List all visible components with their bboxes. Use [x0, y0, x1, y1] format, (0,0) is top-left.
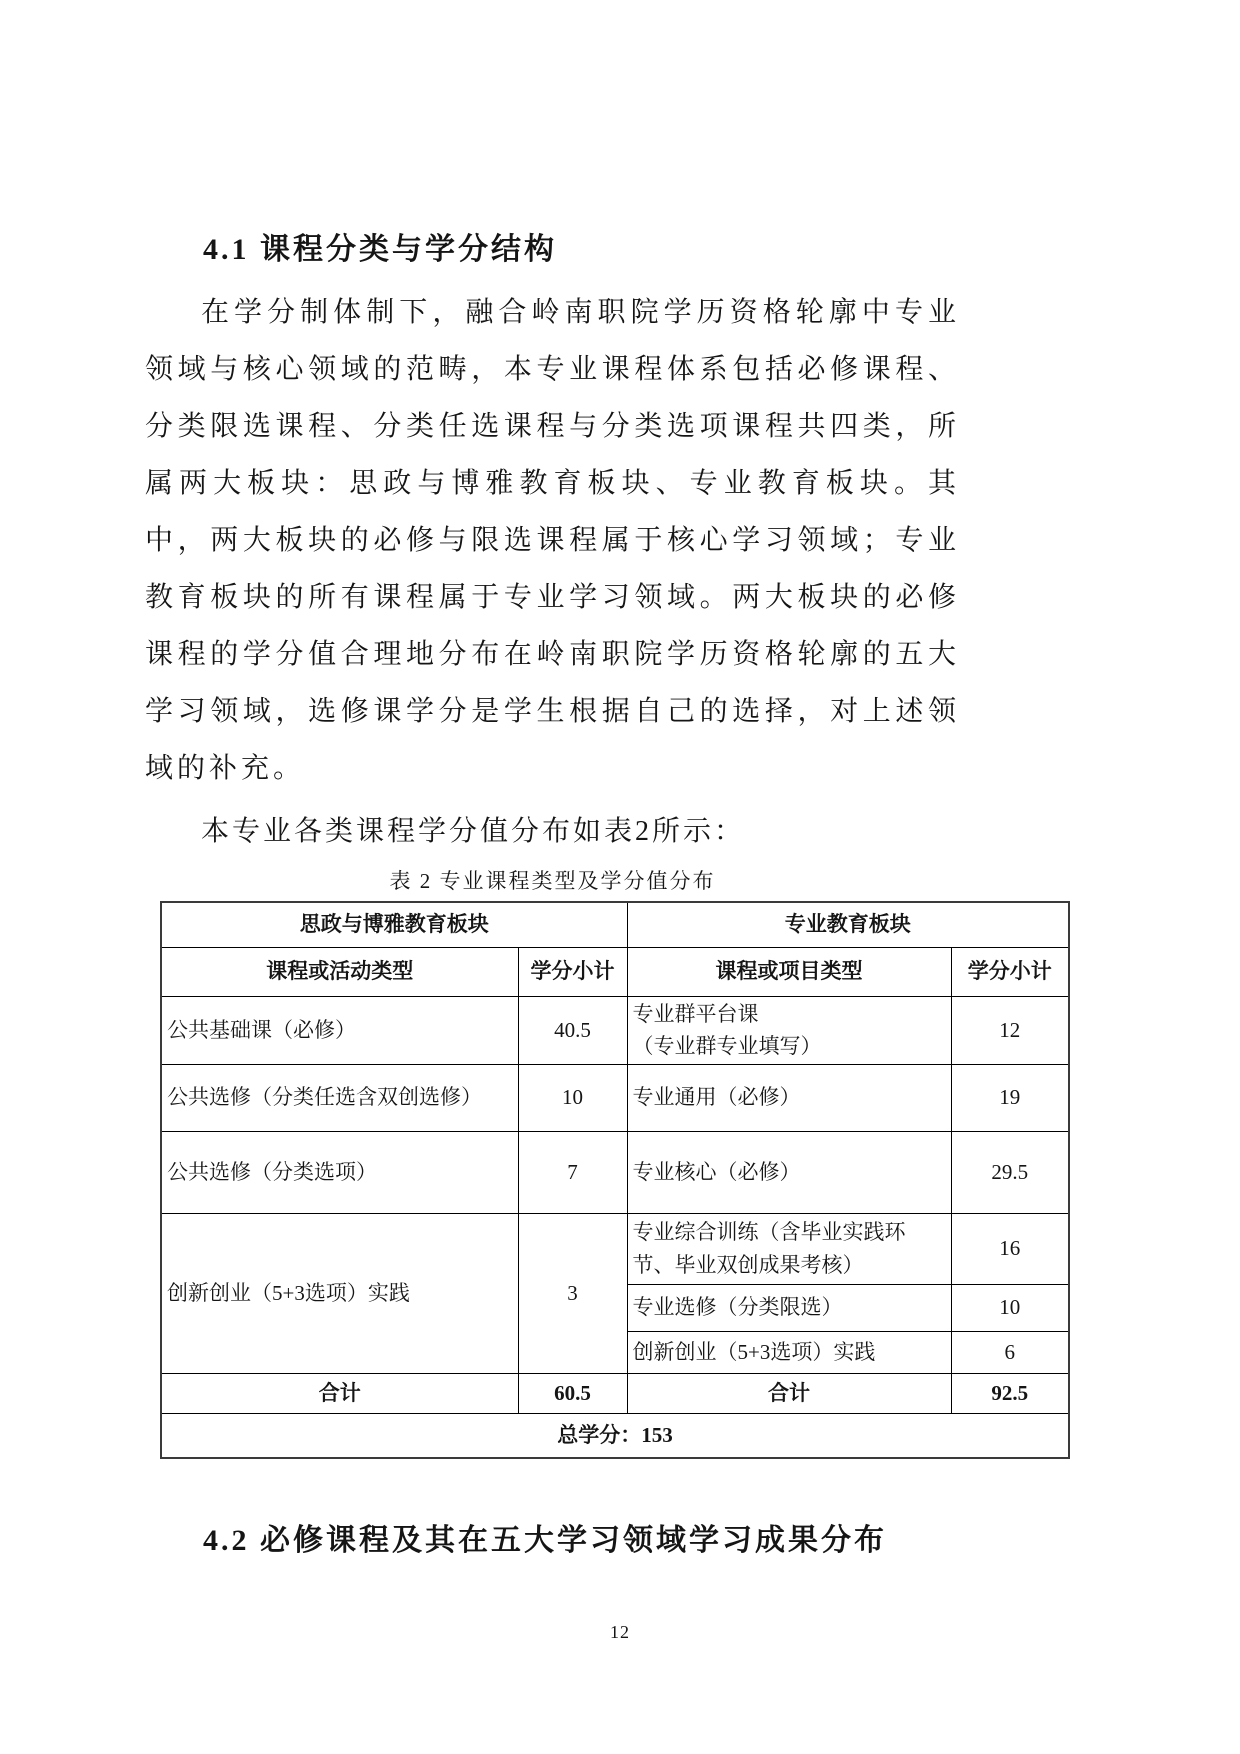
header-credit-subtotal-right: 学分小计: [951, 947, 1069, 996]
total-row: [161, 1373, 1069, 1413]
credit-distribution-table: [160, 901, 1070, 1459]
row2-left-label: 公共选修（分类任选含双创选修）: [161, 1064, 518, 1131]
header-credit-subtotal-left: 学分小计: [518, 947, 627, 996]
row4-sub3-credits: 6: [951, 1331, 1069, 1373]
row4-sub1-credits: 16: [951, 1213, 1069, 1284]
header-course-activity-type: 课程或活动类型: [161, 947, 518, 996]
header-right-block: 专业教育板块: [627, 902, 1069, 947]
page-number: 12: [610, 1622, 630, 1642]
table-row: [161, 1064, 1069, 1131]
row3-left-label: 公共选修（分类选项）: [161, 1131, 518, 1213]
header-left-block: 思政与博雅教育板块: [161, 902, 627, 947]
row3-right-label: 专业核心（必修）: [627, 1131, 951, 1213]
section-heading-4-2: 4.2 必修课程及其在五大学习领域学习成果分布: [203, 1524, 887, 1558]
table-intro-text: 本专业各类课程学分值分布如表2所示：: [201, 816, 746, 847]
row1-right-credits: 12: [951, 996, 1069, 1064]
document-body: [145, 0, 1052, 1563]
row1-left-credits: 40.5: [518, 996, 627, 1064]
grand-total-row: [161, 1413, 1069, 1458]
row1-left-label: 公共基础课（必修）: [161, 996, 518, 1064]
row3-left-credits: 7: [518, 1131, 627, 1213]
total-left-credits: 60.5: [518, 1373, 627, 1413]
row3-right-credits: 29.5: [951, 1131, 1069, 1213]
row1-right-label: [627, 996, 951, 1064]
table-caption: 表 2 专业课程类型及学分值分布: [389, 869, 716, 893]
row2-right-credits: 19: [951, 1064, 1069, 1131]
total-left-label: 合计: [161, 1373, 518, 1413]
row4-sub1-label: 专业综合训练（含毕业实践环节、毕业双创成果考核）: [627, 1213, 951, 1284]
row4-sub2-label: 专业选修（分类限选）: [627, 1284, 951, 1331]
row4-sub3-label: 创新创业（5+3选项）实践: [627, 1331, 951, 1373]
table-row: [161, 996, 1069, 1064]
row1-right-label-line1: 专业群平台课: [632, 1001, 759, 1026]
section-heading-4-1: 4.1 课程分类与学分结构: [203, 233, 557, 266]
table-row: [161, 1131, 1069, 1213]
grand-total-cell: 总学分：153: [161, 1413, 1069, 1458]
row1-right-label-line2: （专业群专业填写）: [632, 1034, 822, 1059]
table-row: [161, 1213, 1069, 1284]
row2-left-credits: 10: [518, 1064, 627, 1131]
row4-sub2-credits: 10: [951, 1284, 1069, 1331]
total-right-label: 合计: [627, 1373, 951, 1413]
header-course-project-type: 课程或项目类型: [627, 947, 951, 996]
row4-left-credits: 3: [518, 1213, 627, 1373]
section-4-1-paragraph: 在学分制体制下，融合岭南职院学历资格轮廓中专业领域与核心领域的范畴，本专业课程体系包括必修课程、分类限选课程、分类任选课程与分类选项课程共四类，所属两大板块：思政与博雅教育板块、专业教育板块。其中，两大板块的必修与限选课程属于核心学习领域；专业教育板块的所有课程属于专业学习领域。两大板块的必修课程的学分值合理地分布在岭南职院学历资格轮廓的五大学习领域，选修课学分是学生根据自己的选择，对上述领域的补充。: [145, 297, 960, 784]
row2-right-label: 专业通用（必修）: [627, 1064, 951, 1131]
total-right-credits: 92.5: [951, 1373, 1069, 1413]
credit-table-wrapper: [160, 901, 1068, 1459]
row4-left-label: 创新创业（5+3选项）实践: [161, 1213, 518, 1373]
